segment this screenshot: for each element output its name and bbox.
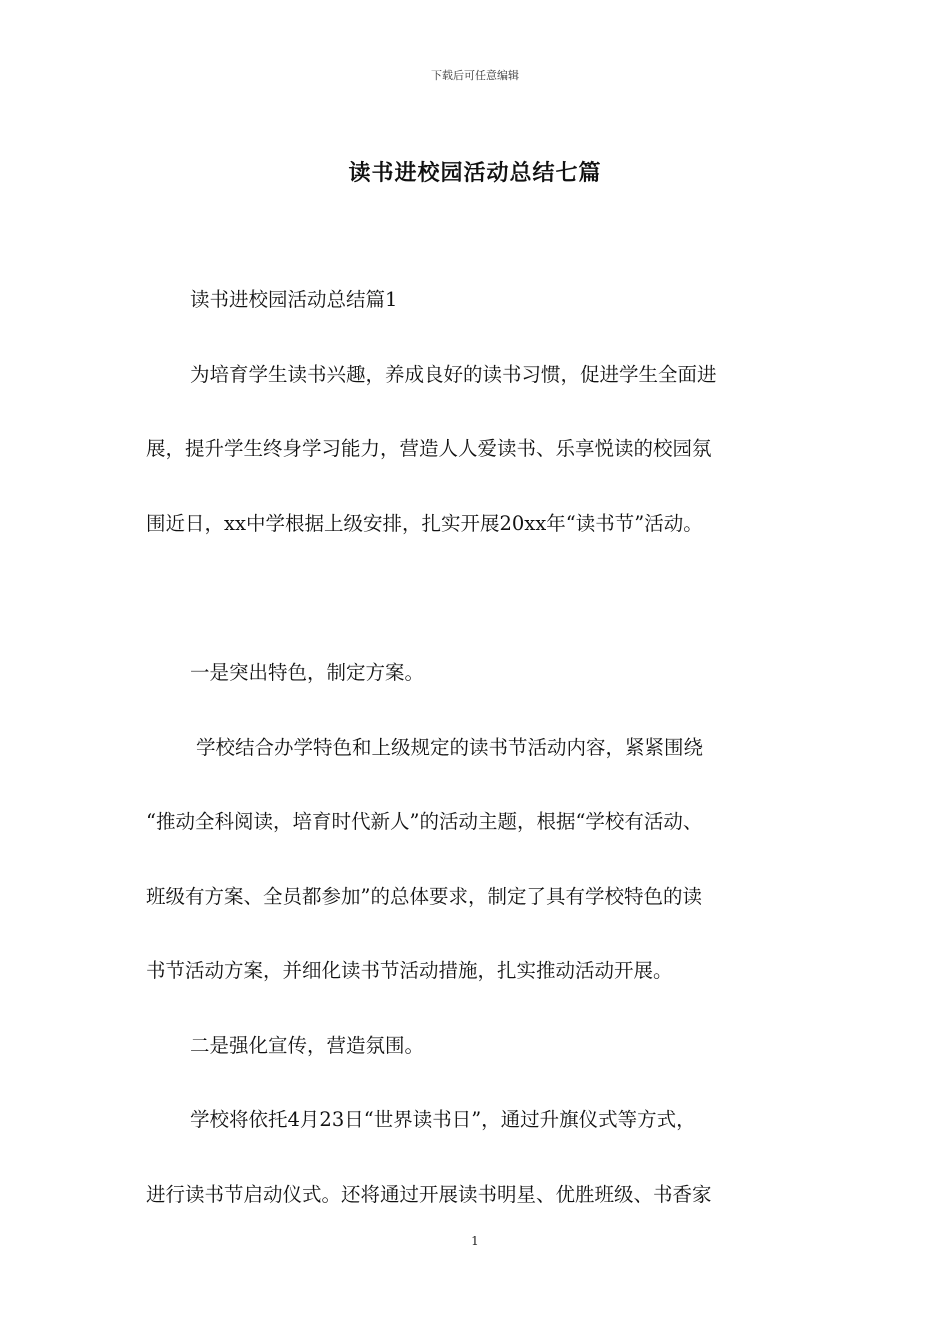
- paragraph-line: 学校结合办学特色和上级规定的读书节活动内容，紧紧围绕: [196, 736, 704, 759]
- paragraph-line: 班级有方案、全员都参加”的总体要求，制定了具有学校特色的读: [146, 885, 702, 908]
- section-heading-1: 读书进校园活动总结篇1: [190, 288, 398, 311]
- paragraph-line: 展，提升学生终身学习能力，营造人人爱读书、乐享悦读的校园氛: [146, 437, 712, 460]
- paragraph-line: 围近日，xx中学根据上级安排，扎实开展20xx年“读书节”活动。: [146, 512, 703, 535]
- paragraph-line: 书节活动方案，并细化读书节活动措施，扎实推动活动开展。: [146, 959, 673, 982]
- page-number: 1: [471, 1234, 479, 1248]
- paragraph-line: “推动全科阅读，培育时代新人”的活动主题，根据“学校有活动、: [146, 810, 703, 833]
- paragraph-line: 学校将依托4月23日“世界读书日”，通过升旗仪式等方式，: [190, 1108, 696, 1131]
- paragraph-line: 为培育学生读书兴趣，养成良好的读书习惯，促进学生全面进: [190, 363, 717, 386]
- paragraph-line: 进行读书节启动仪式。还将通过开展读书明星、优胜班级、书香家: [146, 1183, 712, 1206]
- subheading-1: 一是突出特色，制定方案。: [190, 661, 425, 684]
- download-note: 下载后可任意编辑: [431, 69, 519, 82]
- document-title: 读书进校园活动总结七篇: [348, 160, 602, 186]
- subheading-2: 二是强化宣传，营造氛围。: [190, 1034, 425, 1057]
